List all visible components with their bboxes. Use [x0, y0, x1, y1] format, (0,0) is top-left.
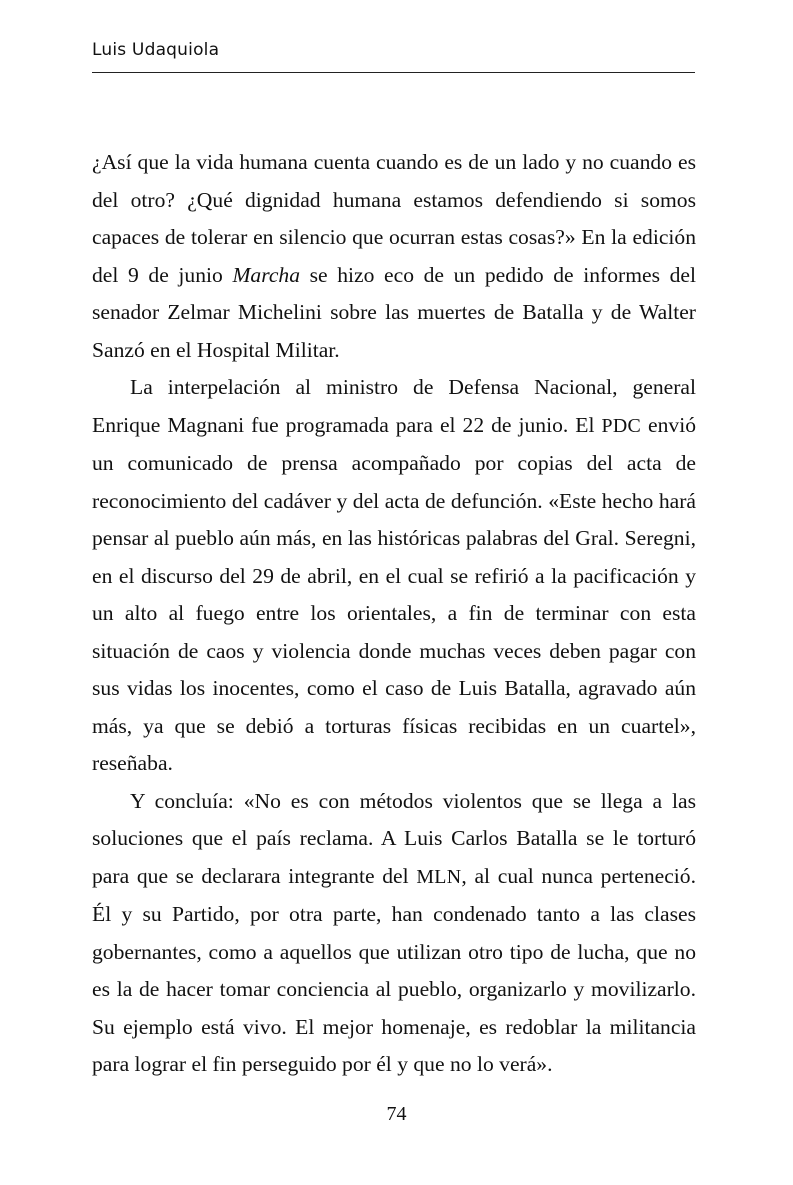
- paragraph-2-text-a: La interpelación al ministro de Defensa Nacional, general Enrique Magnani fue programada para el 22 de junio. El: [92, 375, 696, 437]
- publication-title: Marcha: [232, 262, 301, 287]
- paragraph-1-text-b: se hizo eco de un pedido de informes del senador Zelmar Michelini sobre las muertes de Batalla y de Walter Sanzó en el Hospital Militar.: [92, 262, 697, 362]
- paragraph-3-text-b: , al cual nunca perteneció. Él y su Partido, por otra parte, han condenado tanto a las clases gobernantes, como a aquellos que utilizan otro tipo de lucha, que no es la de hacer tomar conciencia al pueblo, organizarlo y movilizarlo. Su ejemplo está vivo. El mejor homenaje, es redoblar la militancia para lograr el fin perseguido por él y que no lo verá».: [92, 863, 696, 1076]
- header-rule: [92, 72, 695, 73]
- paragraph-3-text-a: Y concluía: «No es con métodos violentos que se llega a las soluciones que el país reclama. A Luis Carlos Batalla se le torturó para que se declarara integrante del: [92, 788, 696, 888]
- paragraph-1-text-a: ¿Así que la vida humana cuenta cuando es de un lado y no cuando es del otro? ¿Qué dignidad humana estamos defendiendo si somos capaces de tolerar en silencio que ocurran estas cosas?» En la edición del 9 de junio: [92, 150, 696, 287]
- body-text: [92, 144, 696, 1084]
- paragraph-2-text-b: envió un comunicado de prensa acompañado por copias del acta de reconocimiento del cadáver y del acta de defunción. «Este hecho hará pensar al pueblo aún más, en las históricas palabras del Gral. Seregni, en el discurso del 29 de abril, en el cual se refirió a la pacificación y un alto al fuego entre los orientales, a fin de terminar con esta situación de caos y violencia donde muchas veces deben pagar con sus vidas los inocentes, como el caso de Luis Batalla, agravado aún más, ya que se debió a torturas físicas recibidas en un cuartel», reseñaba.: [92, 412, 697, 775]
- page-number: 74: [386, 1103, 407, 1125]
- abbreviation-pdc: PDC: [601, 414, 642, 437]
- abbreviation-mln: MLN: [416, 865, 462, 888]
- running-head: Luis Udaquiola: [92, 40, 220, 60]
- paragraph-2: [92, 369, 696, 783]
- paragraph-1: [92, 144, 696, 369]
- paragraph-3: [92, 783, 696, 1084]
